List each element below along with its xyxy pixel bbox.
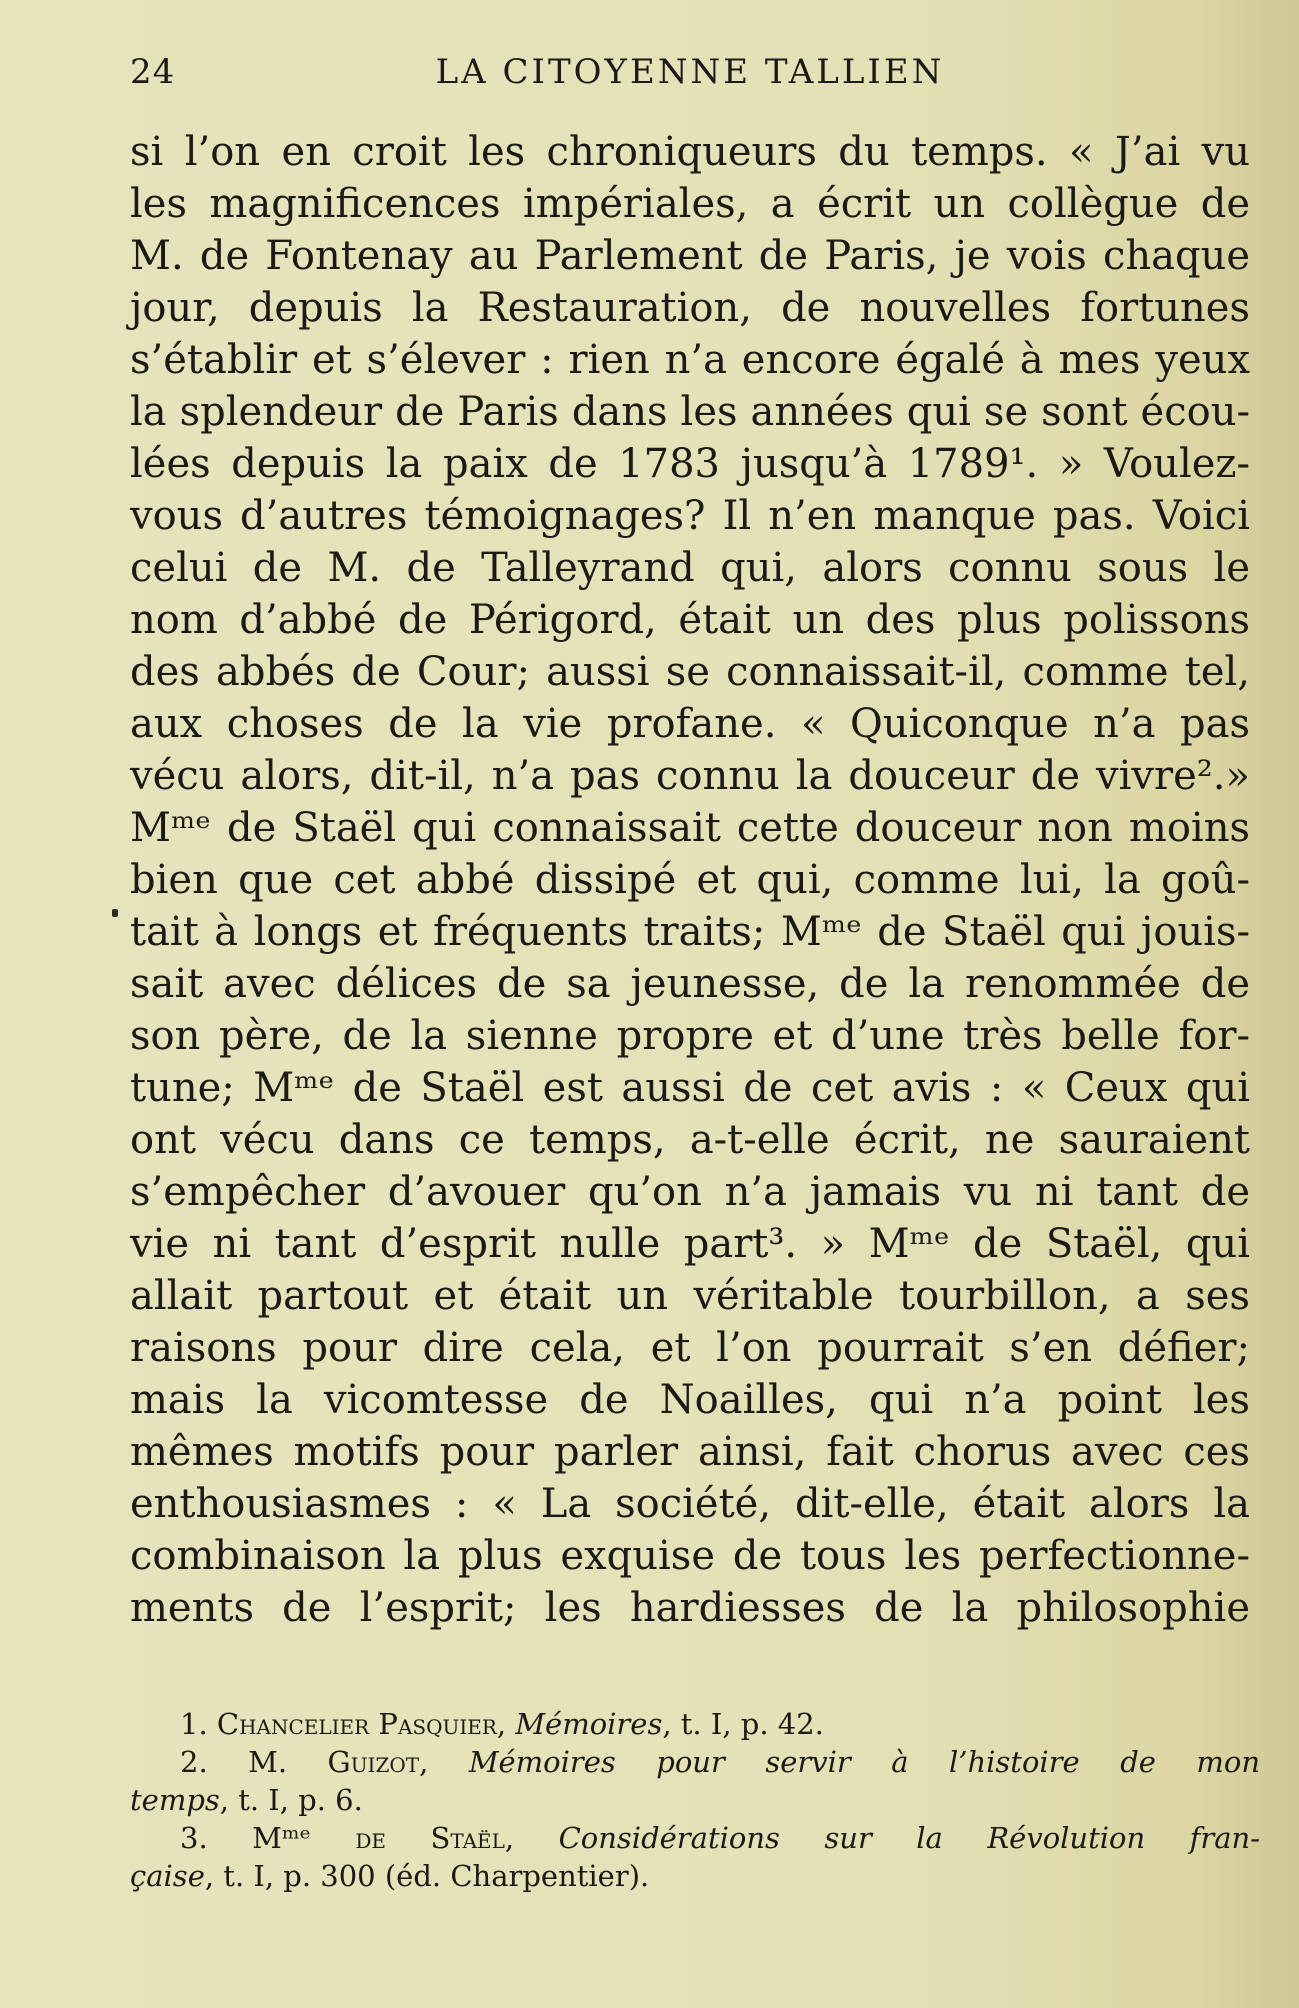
footnote-number: 2. — [180, 1745, 208, 1779]
text-line: raisons pour dire cela, et l’on pourrait s’en défier; — [130, 1325, 1250, 1371]
text-line: des abbés de Cour; aussi se connaissait-il, comme tel, — [130, 649, 1250, 695]
text-line: tune; Mᵐᵉ de Staël est aussi de cet avis : « Ceux qui — [130, 1065, 1250, 1111]
text-line: tait à longs et fréquents traits; Mᵐᵉ de Staël qui jouis- — [130, 909, 1250, 955]
text-line: enthousiasmes : « La société, dit-elle, était alors la — [130, 1481, 1250, 1527]
footnote-number: 1. — [180, 1707, 208, 1741]
footnote-author: Chancelier Pasquier, — [216, 1707, 507, 1741]
text-line: s’établir et s’élever : rien n’a encore égalé à mes yeux — [130, 337, 1250, 383]
text-line: si l’on en croit les chroniqueurs du temps. « J’ai vu — [130, 129, 1250, 175]
text-line: combinaison la plus exquise de tous les perfectionne- — [130, 1533, 1250, 1579]
text-line: allait partout et était un véritable tourbillon, a ses — [130, 1273, 1250, 1319]
text-line: vécu alors, dit-il, n’a pas connu la douceur de vivre².» — [130, 753, 1250, 799]
text-line: ments de l’esprit; les hardiesses de la philosophie — [130, 1585, 1250, 1631]
footnote-3-continued — [130, 1857, 1260, 1895]
text-line: aux choses de la vie profane. « Quiconque n’a pas — [130, 701, 1250, 747]
footnote-1 — [130, 1705, 1260, 1743]
text-line: s’empêcher d’avouer qu’on n’a jamais vu ni tant de — [130, 1169, 1250, 1215]
footnote-rest: , t. I, p. 300 (éd. Charpentier). — [204, 1859, 650, 1893]
text-line: Mᵐᵉ de Staël qui connaissait cette douceur non moins — [130, 805, 1250, 851]
text-line: lées depuis la paix de 1783 jusqu’à 1789¹. » Voulez- — [130, 441, 1250, 487]
footnote-rest: , t. I, p. 42. — [662, 1707, 824, 1741]
text-line: sait avec délices de sa jeunesse, de la renommée de — [130, 961, 1250, 1007]
text-line: celui de M. de Talleyrand qui, alors connu sous le — [130, 545, 1250, 591]
text-line: M. de Fontenay au Parlement de Paris, je vois chaque — [130, 233, 1250, 279]
text-line: son père, de la sienne propre et d’une très belle for- — [130, 1013, 1250, 1059]
ink-speck — [112, 909, 118, 917]
text-line: ont vécu dans ce temps, a-t-elle écrit, ne sauraient — [130, 1117, 1250, 1163]
footnote-title: Considérations sur la Révolution fran- — [558, 1821, 1261, 1855]
text-line: mais la vicomtesse de Noailles, qui n’a point les — [130, 1377, 1250, 1423]
running-title: LA CITOYENNE TALLIEN — [435, 52, 945, 92]
footnote-2 — [130, 1743, 1260, 1781]
text-line: la splendeur de Paris dans les années qui se sont écou- — [130, 389, 1250, 435]
page-header — [130, 52, 1260, 102]
footnote-rest: , t. I, p. 6. — [219, 1783, 363, 1817]
footnote-title: çaise — [130, 1859, 205, 1893]
footnote-2-continued — [130, 1781, 1260, 1819]
text-line: bien que cet abbé dissipé et qui, comme lui, la goû- — [130, 857, 1250, 903]
text-line: jour, depuis la Restauration, de nouvelles fortunes — [130, 285, 1250, 331]
text-line: nom d’abbé de Périgord, était un des plus polissons — [130, 597, 1250, 643]
text-line: les magnificences impériales, a écrit un collègue de — [130, 181, 1250, 227]
footnote-author: Mᵐᵉ de Staël, — [252, 1821, 515, 1855]
footnote-number: 3. — [180, 1821, 208, 1855]
page-number: 24 — [130, 52, 176, 92]
text-line: vie ni tant d’esprit nulle part³. » Mᵐᵉ de Staël, qui — [130, 1221, 1250, 1267]
footnote-3 — [130, 1819, 1260, 1857]
footnote-title: Mémoires — [515, 1707, 663, 1741]
text-line: mêmes motifs pour parler ainsi, fait chorus avec ces — [130, 1429, 1250, 1475]
footnote-title: temps — [130, 1783, 220, 1817]
text-line: vous d’autres témoignages? Il n’en manque pas. Voici — [130, 493, 1250, 539]
footnotes — [130, 1705, 1260, 1895]
footnote-title: Mémoires pour servir à l’histoire de mon — [468, 1745, 1261, 1779]
footnote-author: M. Guizot, — [248, 1745, 429, 1779]
body-text — [130, 126, 1250, 1634]
